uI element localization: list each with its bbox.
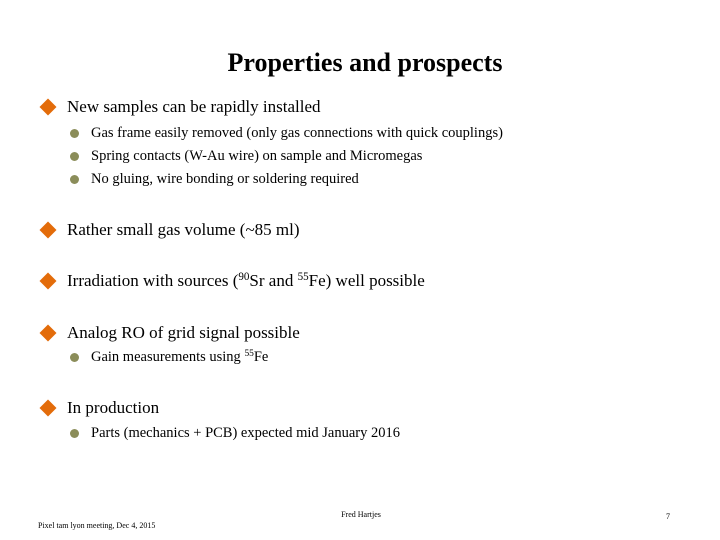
bullet-text: Analog RO of grid signal possible: [67, 323, 300, 342]
sub-bullet-gas-frame: [70, 125, 503, 142]
sub-bullet-parts: [70, 425, 400, 442]
dot-bullet-icon: [70, 175, 79, 184]
bullet-new-samples: [38, 97, 321, 117]
footer-author: Fred Hartjes: [341, 510, 381, 519]
diamond-bullet-icon: [40, 325, 57, 342]
sub-bullet-text: Parts (mechanics + PCB) expected mid January 2016: [91, 425, 400, 441]
dot-bullet-icon: [70, 129, 79, 138]
footer-meeting: Pixel tam lyon meeting, Dec 4, 2015: [38, 521, 156, 530]
diamond-bullet-icon: [40, 99, 57, 116]
slide-title: Properties and prospects: [227, 48, 503, 77]
diamond-bullet-icon: [40, 222, 57, 239]
dot-bullet-icon: [70, 353, 79, 362]
sub-bullet-gain-measurements: [70, 349, 268, 366]
sub-bullet-text: Gain measurements using $^{55}$Fe: [91, 348, 269, 365]
dot-bullet-icon: [70, 152, 79, 161]
bullet-analog-ro: [38, 323, 300, 343]
sub-bullet-spring-contacts: [70, 148, 422, 165]
sub-bullet-text: Spring contacts (W-Au wire) on sample and Micromegas: [91, 148, 423, 164]
diamond-bullet-icon: [40, 400, 57, 417]
bullet-text: Rather small gas volume (~85 ml): [67, 220, 300, 239]
dot-bullet-icon: [70, 429, 79, 438]
bullet-text: Irradiation with sources ($^{90}$Sr and $^{55}$Fe) well possible: [67, 270, 425, 290]
sub-bullet-text: Gas frame easily removed (only gas connections with quick couplings): [91, 125, 503, 141]
diamond-bullet-icon: [40, 273, 57, 290]
bullet-in-production: [38, 398, 159, 418]
sub-bullet-text: No gluing, wire bonding or soldering required: [91, 171, 359, 187]
bullet-irradiation: [38, 271, 425, 291]
bullet-gas-volume: [38, 220, 300, 240]
page-number: 7: [666, 512, 670, 521]
sub-bullet-no-gluing: [70, 171, 359, 188]
bullet-text: New samples can be rapidly installed: [67, 97, 321, 116]
bullet-text: In production: [67, 398, 160, 417]
